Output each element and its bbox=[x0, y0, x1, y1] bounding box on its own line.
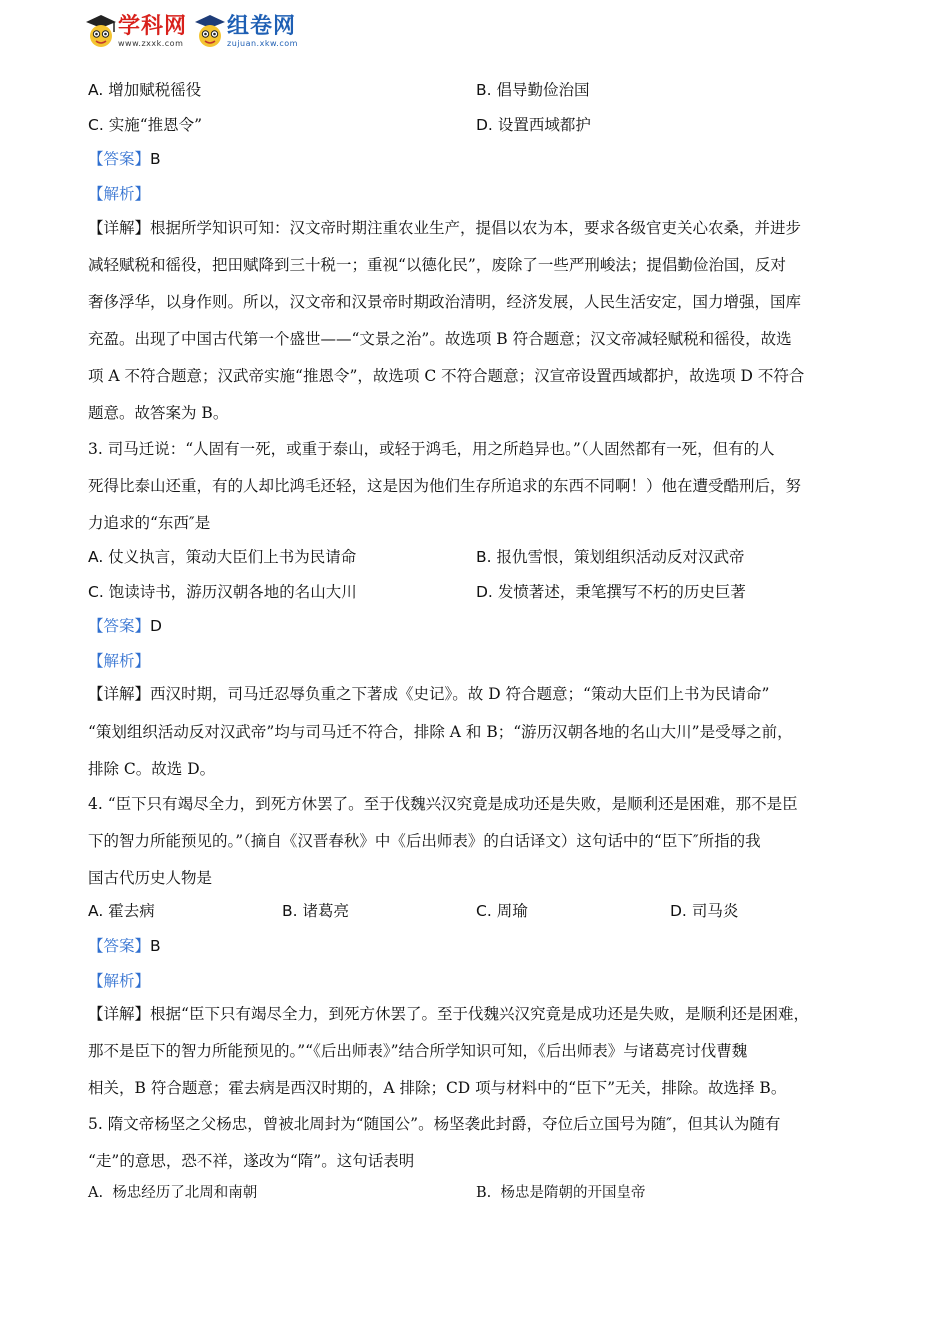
logo2-name: 组卷网 bbox=[227, 14, 297, 39]
q4-analysis-heading: 【解析】 bbox=[88, 972, 151, 990]
q2-analysis-heading: 【解析】 bbox=[88, 185, 151, 203]
q2-option-a: A. 增加赋税徭役 bbox=[88, 81, 202, 99]
q2-answer: 【答案】B bbox=[88, 150, 161, 168]
q3-option-d: D. 发愤著述，秉笔撰写不朽的历史巨著 bbox=[476, 583, 746, 601]
q3-answer: 【答案】D bbox=[88, 617, 162, 635]
q5-stem-line: 5. 隋文帝杨坚之父杨忠，曾被北周封为“随国公”。杨坚袭此封爵，夺位后立国号为随″，但其认为随有 bbox=[88, 1115, 781, 1133]
logo1-url: www.zxxk.com bbox=[118, 39, 184, 48]
q4-detail-line: 那不是臣下的智力所能预见的。”“《后出师表》”结合所学知识可知，《后出师表》与诸葛亮讨伐曹魏 bbox=[88, 1042, 748, 1060]
q2-detail-line: 【详解】根据所学知识可知：汉文帝时期注重农业生产，提倡以农为本，要求各级官吏关心农桑，并进步 bbox=[88, 219, 802, 237]
q5-stem-line: “走”的意思，恐不祥，遂改为“隋”。这句话表明 bbox=[88, 1152, 415, 1170]
q4-stem-line: 国古代历史人物是 bbox=[88, 869, 213, 887]
q3-stem-line: 3. 司马迁说：“人固有一死，或重于泰山，或轻于鸿毛，用之所趋异也。”（人固然都有一死，但有的人 bbox=[88, 440, 775, 458]
logo1-name: 学科网 bbox=[118, 14, 188, 39]
q2-detail-line: 奢侈浮华，以身作则。所以，汉文帝和汉景帝时期政治清明，经济发展，人民生活安定，国力增强，国库 bbox=[88, 293, 802, 311]
zujuan-logo bbox=[193, 12, 298, 52]
q3-option-b: B. 报仇雪恨，策划组织活动反对汉武帝 bbox=[476, 548, 745, 566]
q3-stem-line: 死得比泰山还重，有的人却比鸿毛还轻，这是因为他们生存所追求的东西不同啊！）他在遭受酷刑后，努 bbox=[88, 477, 802, 495]
q4-stem-line: 下的智力所能预见的。”（摘自《汉晋春秋》中《后出师表》的白话译文）这句话中的“臣下″所指的我 bbox=[88, 832, 761, 850]
q3-option-a: A. 仗义执言，策动大臣们上书为民请命 bbox=[88, 548, 357, 566]
q4-stem-line: 4. “臣下只有竭尽全力，到死方休罢了。至于伐魏兴汉究竟是成功还是失败，是顺利还是困难，那不是臣 bbox=[88, 795, 798, 813]
q3-detail-line: 排除 C。故选 D。 bbox=[88, 760, 216, 778]
q4-answer: 【答案】B bbox=[88, 937, 161, 955]
q2-option-c: C. 实施“推恩令” bbox=[88, 116, 203, 134]
header-logos bbox=[84, 10, 298, 54]
q3-detail-line: “策划组织活动反对汉武帝”均与司马迁不符合，排除 A 和 B；“游历汉朝各地的名山大川”是受辱之前， bbox=[88, 723, 793, 741]
student-mascot-icon bbox=[193, 12, 227, 52]
logo2-url: zujuan.xkw.com bbox=[227, 39, 298, 48]
q2-option-b: B. 倡导勤俭治国 bbox=[476, 81, 590, 99]
q5-option-b: B. 杨忠是隋朝的开国皇帝 bbox=[476, 1185, 646, 1201]
student-mascot-icon bbox=[84, 12, 118, 52]
q4-detail-line: 相关，B 符合题意；霍去病是西汉时期的，A 排除；CD 项与材料中的“臣下”无关，排除。故选择 B。 bbox=[88, 1079, 787, 1097]
q2-detail-line: 项 A 不符合题意；汉武帝实施“推恩令”，故选项 C 不符合题意；汉宣帝设置西域都护，故选项 D 不符合 bbox=[88, 367, 805, 385]
q4-option-c: C. 周瑜 bbox=[476, 902, 528, 920]
q2-option-d: D. 设置西域都护 bbox=[476, 116, 591, 134]
q3-stem-line: 力追求的“东西″是 bbox=[88, 514, 211, 532]
q4-detail-line: 【详解】根据“臣下只有竭尽全力，到死方休罢了。至于伐魏兴汉究竟是成功还是失败，是顺利还是困难， bbox=[88, 1005, 809, 1023]
q2-detail-line: 充盈。出现了中国古代第一个盛世——“文景之治”。故选项 B 符合题意；汉文帝减轻赋税和徭役，故选 bbox=[88, 330, 792, 348]
q5-option-a: A. 杨忠经历了北周和南朝 bbox=[88, 1185, 258, 1201]
q2-detail-line: 题意。故答案为 B。 bbox=[88, 404, 229, 422]
q4-option-d: D. 司马炎 bbox=[670, 902, 739, 920]
q4-option-b: B. 诸葛亮 bbox=[282, 902, 350, 920]
zxxk-logo bbox=[84, 12, 187, 52]
q3-option-c: C. 饱读诗书，游历汉朝各地的名山大川 bbox=[88, 583, 357, 601]
q3-detail-line: 【详解】西汉时期，司马迁忍辱负重之下著成《史记》。故 D 符合题意；“策动大臣们上书为民请命” bbox=[88, 685, 770, 703]
q4-option-a: A. 霍去病 bbox=[88, 902, 155, 920]
q3-analysis-heading: 【解析】 bbox=[88, 652, 151, 670]
q2-detail-line: 减轻赋税和徭役，把田赋降到三十税一；重视“以德化民”，废除了一些严刑峻法；提倡勤俭治国，反对 bbox=[88, 256, 786, 274]
